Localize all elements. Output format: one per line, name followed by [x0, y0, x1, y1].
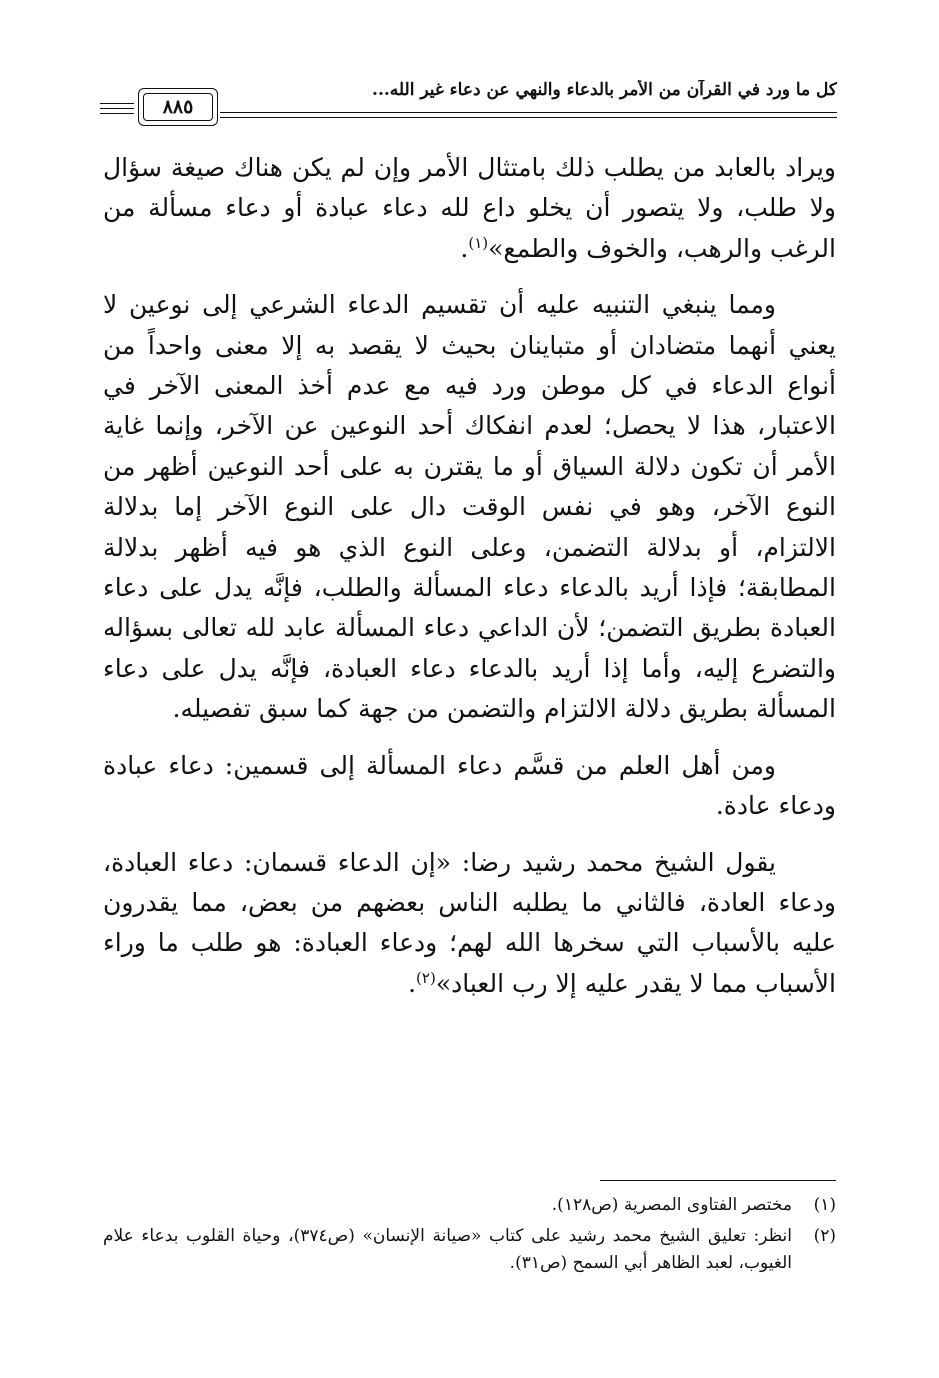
paragraph-2: [103, 285, 836, 729]
paragraph-1-text: ويراد بالعابد من يطلب ذلك بامتثال الأمر وإن لم يكن هناك صيغة سؤال ولا طلب، ولا يتصور أن يخلو داع لله دعاء عبادة أو دعاء مسألة من الرغب والرهب، والخوف والطمع»: [103, 153, 836, 263]
footnotes: [103, 1192, 836, 1281]
paragraph-4-text: يقول الشيخ محمد رشيد رضا: «إن الدعاء قسمان: دعاء العبادة، ودعاء العادة، فالثاني ما يطلبه الناس بعضهم من بعض، مما يقدرون عليه بالأسباب التي سخرها الله لهم؛ ودعاء العبادة: هو طلب ما وراء الأسباب مما لا يقدر عليه إلا رب العباد»: [103, 847, 836, 998]
footnote-text: انظر: تعليق الشيخ محمد رشيد على كتاب «صيانة الإنسان» (ص٣٧٤)، وحياة القلوب بدعاء علام الغيوب، لعبد الظاهر أبي السمح (ص٣١).: [103, 1226, 792, 1273]
main-text: [103, 148, 836, 1004]
paragraph-3-text: ومن أهل العلم من قسَّم دعاء المسألة إلى قسمين: دعاء عبادة ودعاء عادة.: [103, 750, 836, 821]
paragraph-1: [103, 148, 836, 269]
footnote-text: مختصر الفتاوى المصرية (ص١٢٨).: [551, 1195, 792, 1215]
paragraph-4: [103, 843, 836, 1005]
footnote-ref-2: (٢): [416, 968, 436, 987]
header-rule: [220, 112, 837, 113]
paragraph-4-end: .: [408, 968, 417, 998]
footnote-2: [103, 1223, 836, 1277]
running-title: كل ما ورد في القرآن من الأمر بالدعاء والنهي عن دعاء غير الله...: [372, 80, 837, 100]
footnote-number: (٢): [813, 1226, 836, 1246]
footnote-separator: [600, 1180, 836, 1181]
paragraph-3: [103, 746, 836, 827]
page-number-frame: [138, 88, 218, 126]
paragraph-1-end: .: [460, 233, 469, 263]
header-ornament-lines: [100, 103, 134, 115]
footnote-ref-1: (١): [468, 233, 489, 252]
paragraph-2-text: ومما ينبغي التنبيه عليه أن تقسيم الدعاء الشرعي إلى نوعين لا يعني أنهما متضادان أو متباينان بحيث لا يقصد به إلا معنى واحداً من أنواع الدعاء في كل موطن ورد فيه مع عدم أخذ المعنى الآخر في الاعتبار، هذا لا يحصل؛ لعدم انفكاك أحد النوعين عن الآخر، وإنما غاية الأمر أن تكون دلالة السياق أو ما يقترن به على أحد النوعين أظهر من النوع الآخر، وهو في نفس الوقت دال على النوع الآخر إما بدلالة الالتزام، أو بدلالة التضمن، وعلى النوع الذي هو فيه أظهر بدلالة المطابقة؛ فإذا أريد بالدعاء دعاء المسألة والطلب، فإنَّه يدل على دعاء العبادة بطريق التضمن؛ لأن الداعي دعاء المسألة عابد لله تعالى بسؤاله والتضرع إليه، وأما إذا أريد بالدعاء دعاء العبادة، فإنَّه يدل على دعاء المسألة بطريق دلالة الالتزام والتضمن من جهة كما سبق تفصيله.: [103, 290, 836, 724]
page-number: ٨٨٥: [162, 96, 194, 118]
footnote-number: (١): [813, 1195, 836, 1215]
footnote-1: [103, 1192, 836, 1219]
header-rule-thin: [220, 117, 837, 118]
